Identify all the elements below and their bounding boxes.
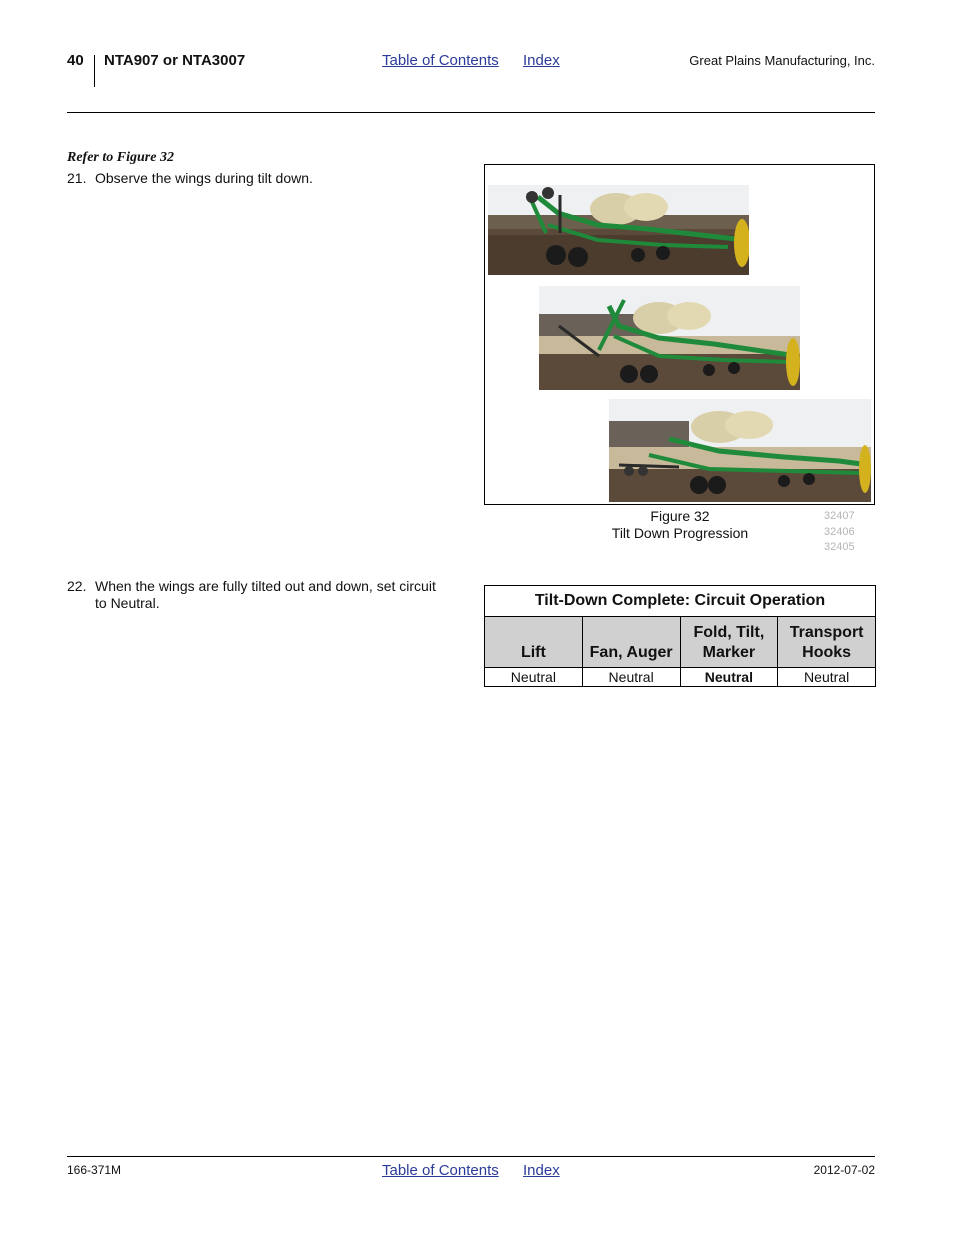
header-divider — [94, 55, 95, 87]
implement-photo-2 — [539, 286, 800, 390]
document-title: NTA907 or NTA3007 — [104, 52, 246, 69]
figure-image-ids — [824, 509, 855, 556]
step-text: Observe the wings during tilt down. — [95, 170, 313, 186]
company-name: Great Plains Manufacturing, Inc. — [689, 53, 875, 68]
figure-caption: Tilt Down Progression — [611, 525, 749, 541]
cell-transport-hooks: Neutral — [778, 668, 876, 687]
figure-frame — [484, 164, 875, 505]
table-row — [485, 668, 876, 687]
header-lift: Lift — [485, 617, 583, 668]
image-id: 32405 — [824, 541, 855, 553]
step-text: When the wings are fully tilted out and down, set circuit to Neutral. — [95, 578, 436, 611]
footer-rule — [67, 1156, 875, 1157]
step-22 — [67, 578, 447, 612]
figure-label: Figure 32 — [650, 508, 710, 524]
step-21 — [67, 170, 447, 187]
header-transport-hooks: Transport Hooks — [778, 617, 876, 668]
image-id: 32407 — [824, 510, 855, 522]
document-number: 166-371M — [67, 1163, 122, 1177]
step-number: 21. — [67, 170, 87, 186]
circuit-operation-table — [484, 585, 876, 687]
footer-index-link[interactable]: Index — [523, 1162, 560, 1179]
header-toc-link[interactable]: Table of Contents — [382, 52, 499, 69]
step-number: 22. — [67, 578, 87, 594]
image-id: 32406 — [824, 525, 855, 538]
implement-photo-1 — [488, 185, 749, 275]
header-fold-tilt-marker: Fold, Tilt, Marker — [680, 617, 778, 668]
tilt-photo-stage-2 — [539, 286, 800, 390]
footer-toc-link[interactable]: Table of Contents — [382, 1162, 499, 1179]
page-number: 40 — [67, 52, 84, 69]
revision-date: 2012-07-02 — [813, 1163, 875, 1177]
cell-lift: Neutral — [485, 668, 583, 687]
table-title: Tilt-Down Complete: Circuit Operation — [485, 586, 876, 617]
header-index-link[interactable]: Index — [523, 52, 560, 69]
cell-fan-auger: Neutral — [582, 668, 680, 687]
tilt-photo-stage-1 — [488, 185, 749, 275]
cell-fold-tilt-marker: Neutral — [680, 668, 778, 687]
figure-reference: Refer to Figure 32 — [67, 150, 174, 165]
tilt-photo-stage-3 — [609, 399, 871, 502]
header-fan-auger: Fan, Auger — [582, 617, 680, 668]
implement-photo-3 — [609, 399, 871, 502]
header-rule — [67, 112, 875, 113]
